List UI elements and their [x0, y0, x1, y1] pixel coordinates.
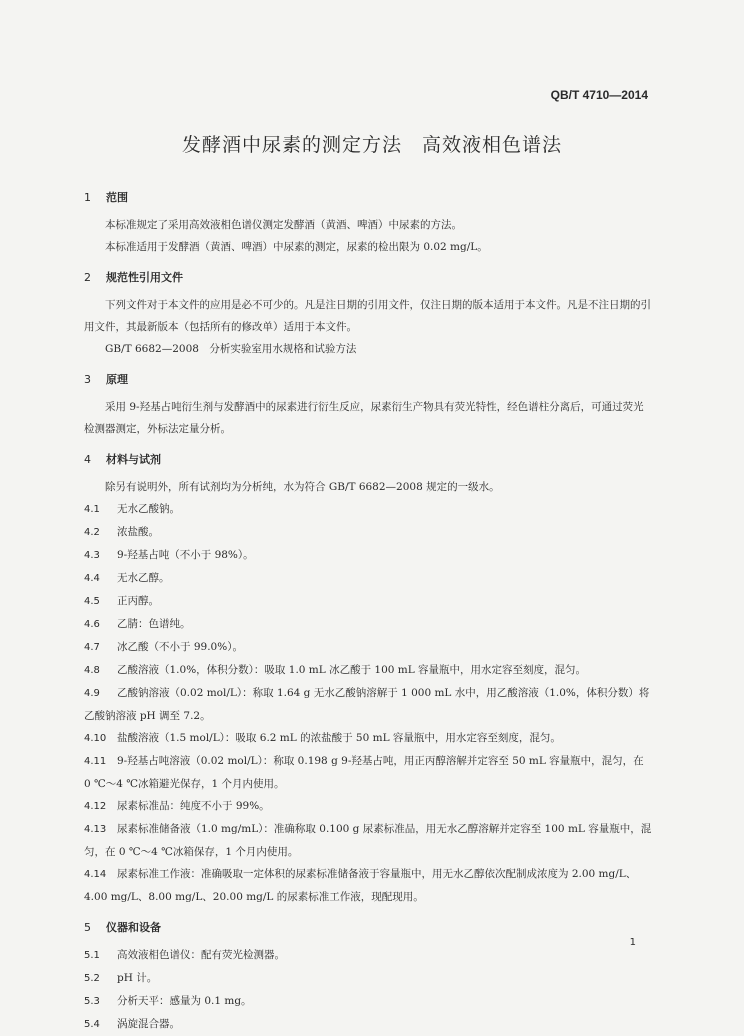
list-item: 5.1 高效液相色谱仪：配有荧光检测器。: [84, 949, 285, 961]
list-item: 4.3 9-羟基占吨（不小于 98%）。: [84, 549, 254, 561]
list-item: 5.3 分析天平：感量为 0.1 mg。: [84, 995, 252, 1007]
standard-code: QB/T 4710—2014: [550, 88, 648, 102]
paragraph: 本标准适用于发酵酒（黄酒、啤酒）中尿素的测定，尿素的检出限为 0.02 mg/L。: [105, 241, 488, 253]
list-item: 4.7 冰乙酸（不小于 99.0%）。: [84, 641, 243, 653]
paragraph: 本标准规定了采用高效液相色谱仪测定发酵酒（黄酒、啤酒）中尿素的方法。: [105, 219, 462, 231]
normative-reference: GB/T 6682—2008 分析实验室用水规格和试验方法: [105, 343, 357, 355]
list-item: 4.12 尿素标准品：纯度不小于 99%。: [84, 800, 270, 812]
section-heading-5: 5 仪器和设备: [84, 921, 161, 934]
list-item: 4.2 浓盐酸。: [84, 526, 159, 538]
list-item: 4.4 无水乙醇。: [84, 572, 170, 584]
section-heading-4: 4 材料与试剂: [84, 453, 161, 466]
section-heading-2: 2 规范性引用文件: [84, 271, 183, 284]
list-item: 5.2 pH 计。: [84, 972, 158, 984]
document-body: [84, 178, 652, 1036]
list-item: 4.10 盐酸溶液（1.5 mol/L）：吸取 6.2 mL 的浓盐酸于 50 mL 容量瓶中，用水定容至刻度，混匀。: [84, 732, 561, 744]
section-heading-1: 1 范围: [84, 191, 128, 204]
list-item: 4.6 乙腈：色谱纯。: [84, 618, 191, 630]
section-heading-3: 3 原理: [84, 373, 128, 386]
list-item: 4.11 9-羟基占吨溶液（0.02 mol/L）：称取 0.198 g 9-羟基占吨，用正丙醇溶解并定容至 50 mL 容量瓶中，混匀，在 0 ℃～4 ℃冰箱避光保存，1 个月内使用。: [84, 755, 644, 790]
list-item: 4.13 尿素标准储备液（1.0 mg/mL）：准确称取 0.100 g 尿素标准品，用无水乙醇溶解并定容至 100 mL 容量瓶中，混匀，在 0 ℃～4 ℃冰箱保存，1 个月内使用。: [84, 823, 652, 858]
list-item: 4.5 正丙醇。: [84, 595, 159, 607]
list-item: 5.4 涡旋混合器。: [84, 1018, 180, 1030]
paragraph: 采用 9-羟基占吨衍生剂与发酵酒中的尿素进行衍生反应，尿素衍生产物具有荧光特性，经色谱柱分离后，可通过荧光检测器测定，外标法定量分析。: [84, 401, 644, 435]
list-item: 4.8 乙酸溶液（1.0%，体积分数）：吸取 1.0 mL 冰乙酸于 100 mL 容量瓶中，用水定容至刻度，混匀。: [84, 664, 587, 676]
document-title: 发酵酒中尿素的测定方法 高效液相色谱法: [181, 134, 562, 156]
paragraph: 除另有说明外，所有试剂均为分析纯，水为符合 GB/T 6682—2008 规定的一级水。: [105, 481, 500, 493]
page-number: 1: [629, 937, 636, 948]
list-item: 4.1 无水乙酸钠。: [84, 503, 180, 515]
paragraph: 下列文件对于本文件的应用是必不可少的。凡是注日期的引用文件，仅注日期的版本适用于本文件。凡是不注日期的引用文件，其最新版本（包括所有的修改单）适用于本文件。: [84, 299, 651, 333]
list-item: 4.9 乙酸钠溶液（0.02 mol/L）：称取 1.64 g 无水乙酸钠溶解于 1 000 mL 水中，用乙酸溶液（1.0%，体积分数）将乙酸钠溶液 pH 调至 7.2。: [84, 687, 650, 722]
list-item: 4.14 尿素标准工作液：准确吸取一定体积的尿素标准储备液于容量瓶中，用无水乙醇依次配制成浓度为 2.00 mg/L、4.00 mg/L、8.00 mg/L、20.00 mg/L 的尿素标准工作液，现配现用。: [84, 868, 637, 903]
